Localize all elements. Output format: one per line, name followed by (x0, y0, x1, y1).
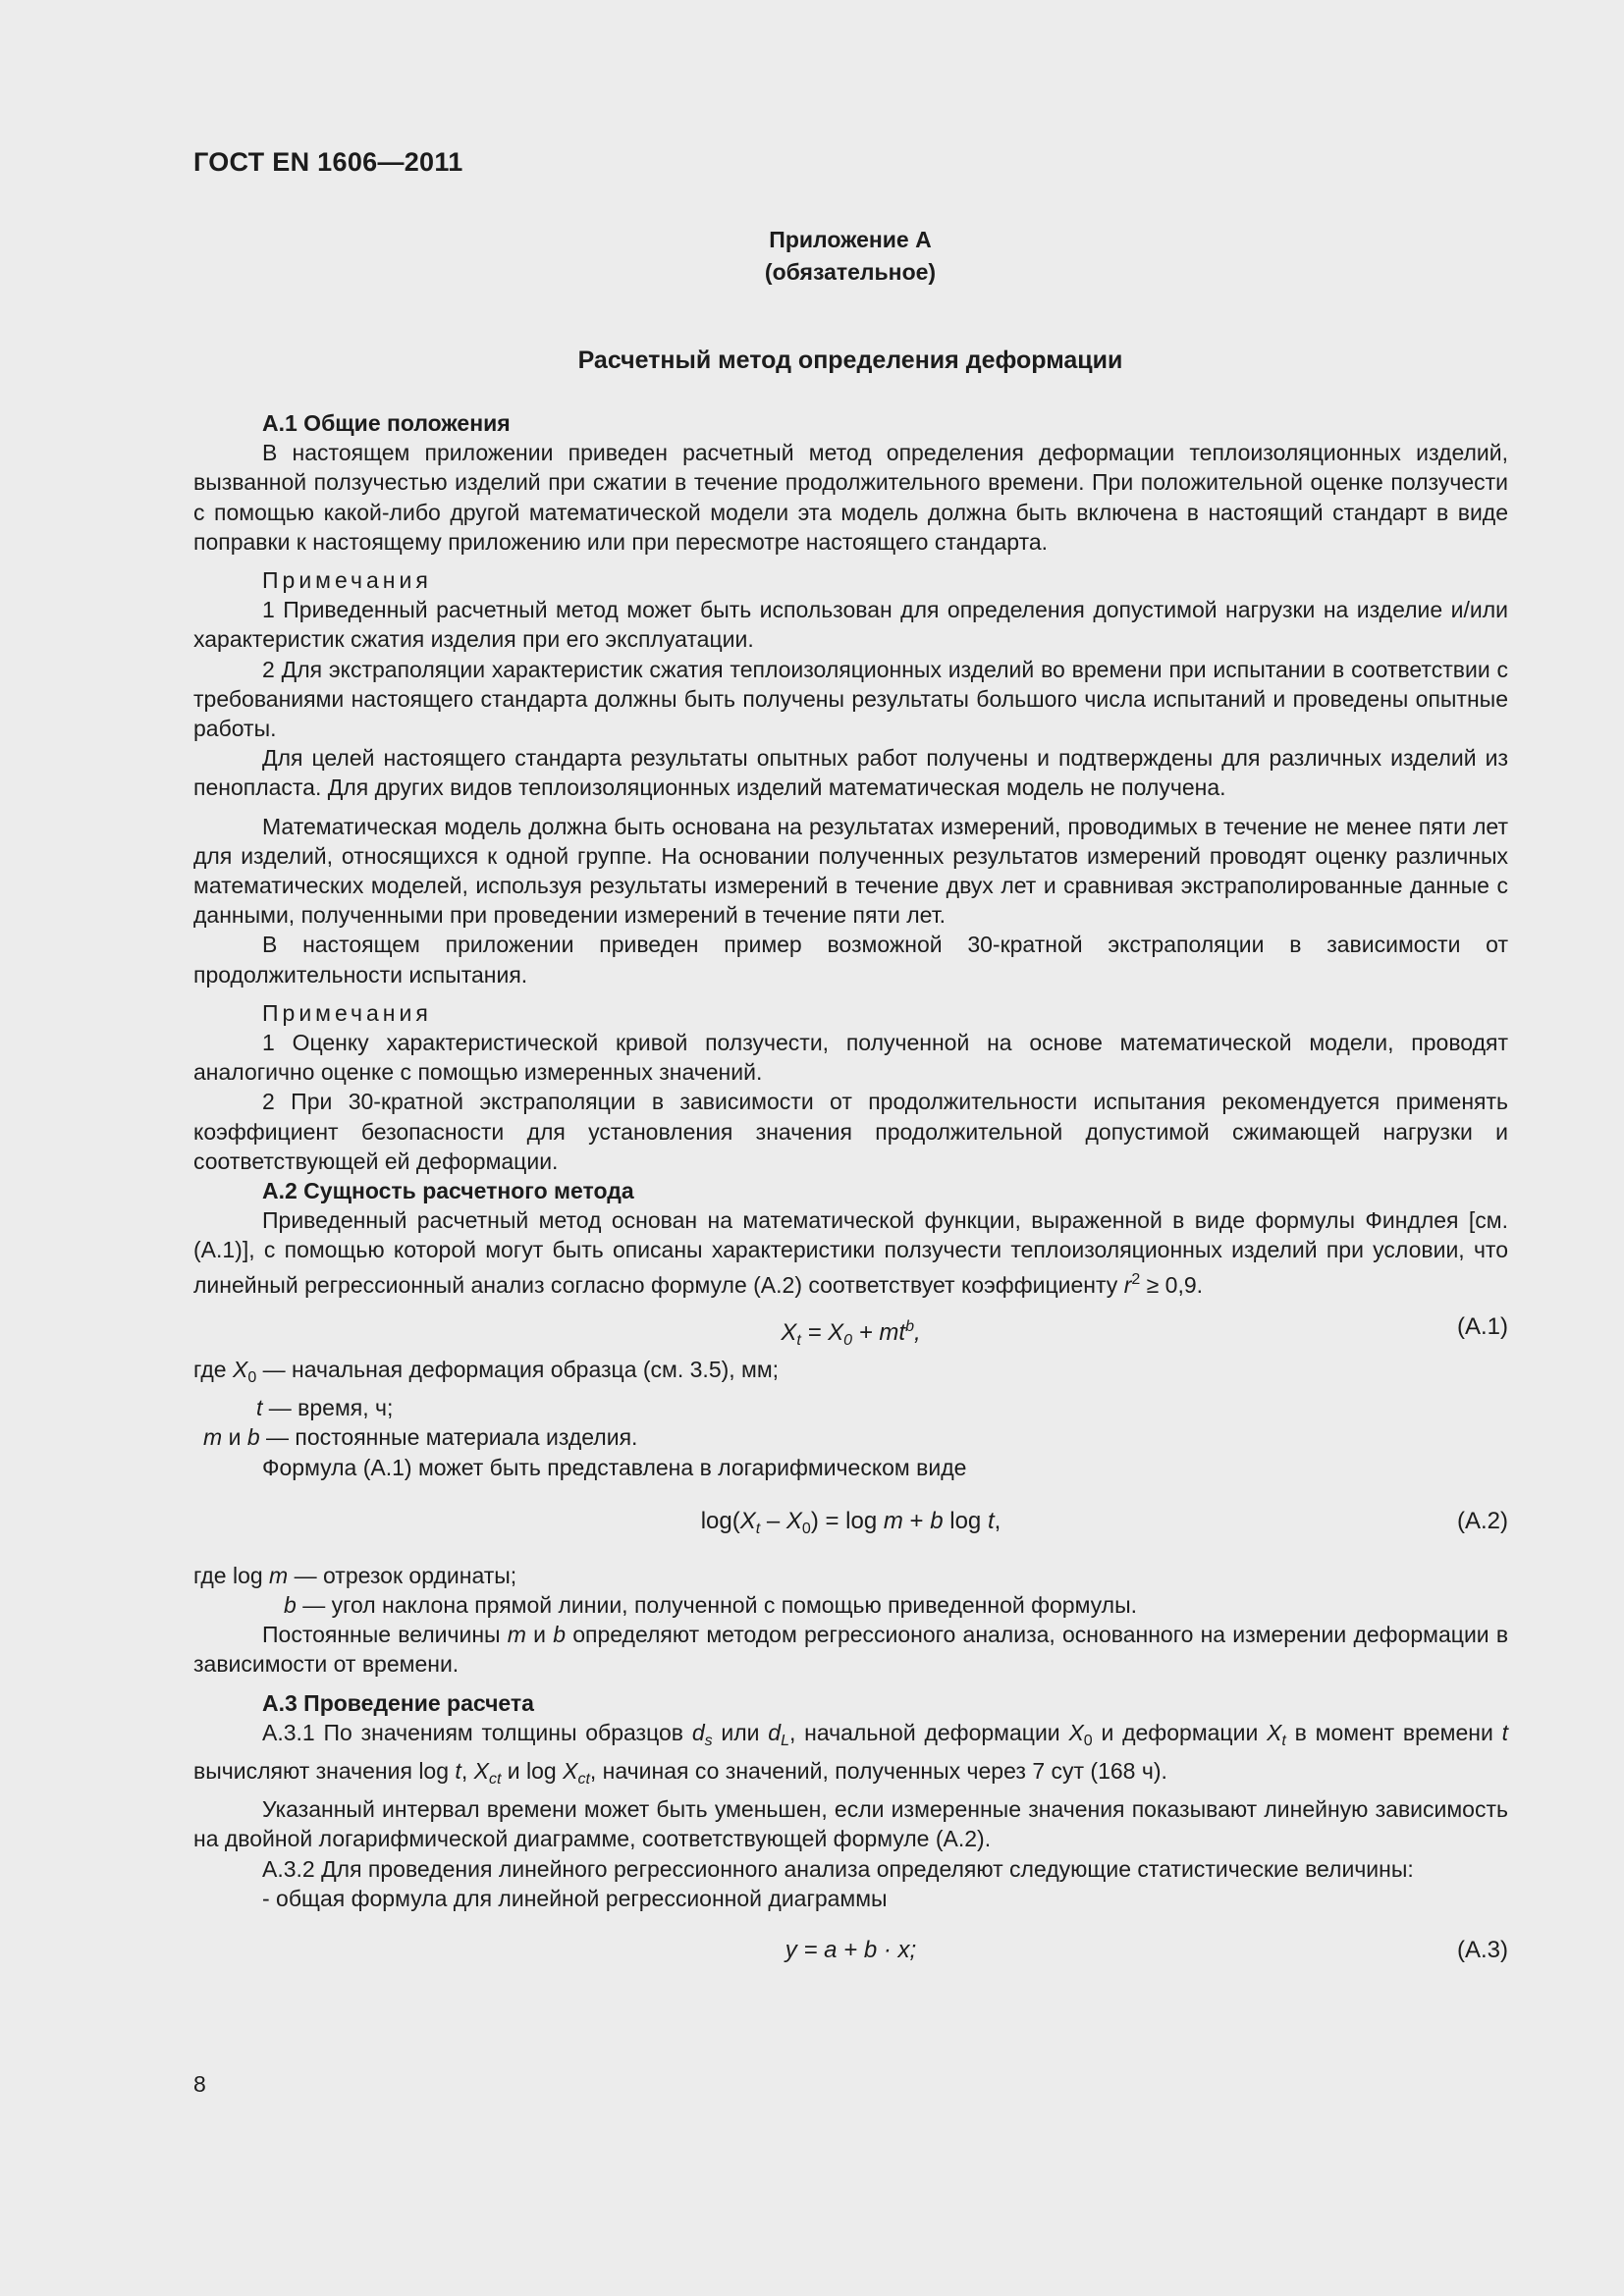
definition-log-m: где log m — отрезок ординаты; (193, 1562, 517, 1588)
notes-label: Примечания (262, 999, 432, 1026)
equation-formula: y = a + b · x; (785, 1936, 917, 1963)
definition-b: b — угол наклона прямой линии, полученной с помощью приведенной формулы. (284, 1591, 1138, 1618)
annex-title: Приложение А (769, 227, 932, 252)
list-item: - общая формула для линейной регрессионной диаграммы (262, 1885, 888, 1911)
notes-label: Примечания (262, 567, 432, 594)
annex-heading (193, 224, 1507, 289)
definition-t: t — время, ч; (256, 1395, 394, 1421)
equation-a3 (193, 1913, 1508, 1988)
note: 1 Оценку характеристической кривой ползучести, полученной на основе математической модели, проводят аналогично оценке с помощью измеренных значений. (193, 1030, 1508, 1086)
definition-m-b: m и b — постоянные материала изделия. (203, 1424, 638, 1451)
section-a1-heading: А.1 Общие положения (262, 410, 511, 436)
note: 1 Приведенный расчетный метод может быть использован для определения допустимой нагрузки на изделие и/или характеристик сжатия изделия при его эксплуатации. (193, 597, 1508, 653)
note: Для целей настоящего стандарта результаты опытных работ получены и подтверждены для различных изделий из пенопласта. Для других видов теплоизоляционных изделий математическая модель не получена. (193, 745, 1508, 801)
equation-a2 (193, 1482, 1508, 1561)
equation-formula: $\log(X_t - X_0) = \log m + b$ log t, (700, 1507, 1001, 1537)
annex-main-title: Расчетный метод определения деформации (577, 347, 1123, 374)
annex-kind: (обязательное) (764, 259, 937, 285)
paragraph: Приведенный расчетный метод основан на математической функции, выраженной в виде формулы Финдлея [см. (А.1)], с помощью которой могут быть описаны характеристики ползучести теплоизоляционных изделий при условии, что линейный регрессионный анализ согласно формуле (А.2) соответствует коэффициенту $r^2 \ge 0,9$. (193, 1207, 1508, 1298)
equation-formula: $X_t = X_0 + mt^b$, (781, 1317, 921, 1349)
page-number: 8 (193, 2071, 206, 2097)
note: 2 Для экстраполяции характеристик сжатия теплоизоляционных изделий во времени при испытании в соответствии с требованиями настоящего стандарта должны быть получены результаты большого числа испытаний и проведены опытные работы. (193, 656, 1508, 742)
section-a3-heading: А.3 Проведение расчета (262, 1689, 534, 1716)
standard-header: ГОСТ EN 1606—2011 (193, 147, 463, 177)
paragraph: Указанный интервал времени может быть уменьшен, если измеренные значения показывают линейную зависимость на двойной логарифмической диаграмме, соответствующей формуле (А.2). (193, 1796, 1508, 1852)
document-body (193, 408, 1508, 1988)
paragraph: В настоящем приложении приведен расчетный метод определения деформации теплоизоляционных изделий, вызванной ползучестью изделий при сжатии в течение продолжительного времени. При положительной оценке ползучести с помощью какой-либо другой математической модели эта модель должна быть включена в настоящий стандарт в виде поправки к настоящему приложению или при пересмотре настоящего стандарта. (193, 440, 1508, 555)
equation-number: (А.1) (1456, 1312, 1508, 1340)
paragraph: Формула (А.1) может быть представлена в логарифмическом виде (262, 1454, 967, 1480)
paragraph: Постоянные величины m и b определяют методом регрессионого анализа, основанного на измерении деформации в зависимости от времени. (193, 1622, 1509, 1678)
equation-number: (А.3) (1456, 1936, 1508, 1963)
paragraph: А.3.2 Для проведения линейного регрессионного анализа определяют следующие статистические величины: (262, 1855, 1414, 1882)
section-a2-heading: А.2 Сущность расчетного метода (262, 1178, 634, 1204)
paragraph: В настоящем приложении приведен пример возможной 30-кратной экстраполяции в зависимости от продолжительности испытания. (193, 932, 1508, 988)
paragraph: Математическая модель должна быть основана на результатах измерений, проводимых в течение не менее пяти лет для изделий, относящихся к одной группе. На основании полученных результатов измерений проводят оценку различных математических моделей, используя результаты измерений в течение двух лет и сравнивая экстраполированные данные с данными, полученными при проведении измерений в течение пяти лет. (193, 813, 1508, 929)
equation-a1 (193, 1300, 1508, 1355)
note: 2 При 30-кратной экстраполяции в зависимости от продолжительности испытания рекомендуется применять коэффициент безопасности для установления значения продолжительной допустимой сжимающей нагрузки и соответствующей ей деформации. (193, 1089, 1508, 1174)
definition-x0: где $X_0$ — начальная деформация образца (см. 3.5), мм; (193, 1356, 780, 1386)
paragraph: А.3.1 По значениям толщины образцов $d_s$ или $d_L$, начальной деформации $X_0$ и деформации $X_t$ в момент времени t вычисляют значения log t, $X_{ct}$ и $\log X_{ct}$, начиная со значений, полученных через 7 сут (168 ч). (193, 1719, 1509, 1788)
equation-number: (А.2) (1456, 1507, 1508, 1534)
